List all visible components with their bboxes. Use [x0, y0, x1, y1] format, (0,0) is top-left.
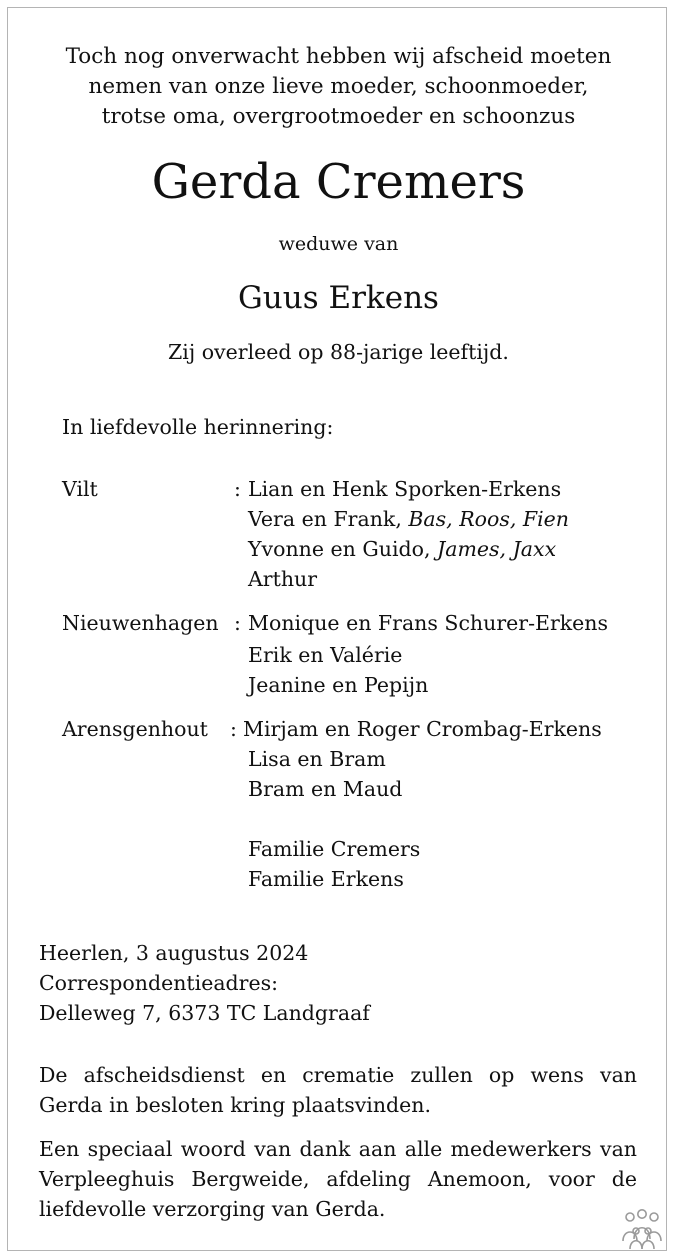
deceased-name: Gerda Cremers [151, 154, 526, 210]
family-member: Lian en Henk Sporken-Erkens [248, 477, 562, 501]
family-colon: : [234, 611, 241, 635]
family-place: Nieuwenhagen [62, 611, 219, 635]
family-member: Yvonne en Guido, James, Jaxx [248, 537, 557, 561]
age-line: Zij overleed op 88-jarige leeftijd. [168, 340, 509, 364]
intro-text [0, 42, 677, 132]
family-member: Vera en Frank, Bas, Roos, Fien [248, 507, 569, 531]
family-colon: : [230, 717, 237, 741]
intro-line: nemen van onze lieve moeder, schoonmoeder, [88, 74, 589, 99]
people-logo-icon [620, 1207, 664, 1251]
family-member: Mirjam en Roger Crombag-Erkens [243, 717, 602, 741]
family-member: Erik en Valérie [248, 643, 403, 667]
address: Delleweg 7, 6373 TC Landgraaf [39, 1001, 370, 1025]
address-label: Correspondentieadres: [39, 971, 279, 995]
service-text: De afscheidsdienst en crematie zullen op wens van Gerda in besloten kring plaatsvinden. [39, 1063, 637, 1117]
other-family: Familie Erkens [248, 867, 404, 891]
family-member: Jeanine en Pepijn [248, 673, 429, 697]
family-member: Arthur [248, 567, 318, 591]
place-date: Heerlen, 3 augustus 2024 [39, 941, 309, 965]
family-member: Bram en Maud [248, 777, 403, 801]
intro-line: trotse oma, overgrootmoeder en schoonzus [101, 104, 576, 129]
memory-line: In liefdevolle herinnering: [62, 415, 334, 439]
intro-line: Toch nog onverwacht hebben wij afscheid moeten [65, 44, 612, 69]
family-place: Arensgenhout [62, 717, 208, 741]
family-place: Vilt [62, 477, 98, 501]
widow-label: weduwe van [278, 233, 399, 255]
family-member: Monique en Frans Schurer-Erkens [248, 611, 609, 635]
thanks-text: Een speciaal woord van dank aan alle medewerkers van Verpleeghuis Bergweide, afdeling Anemoon, voor de liefdevolle verzorging van Gerda. [39, 1137, 637, 1221]
other-family: Familie Cremers [248, 837, 421, 861]
family-colon: : [234, 477, 241, 501]
spouse-name: Guus Erkens [238, 280, 439, 316]
family-member: Lisa en Bram [248, 747, 386, 771]
